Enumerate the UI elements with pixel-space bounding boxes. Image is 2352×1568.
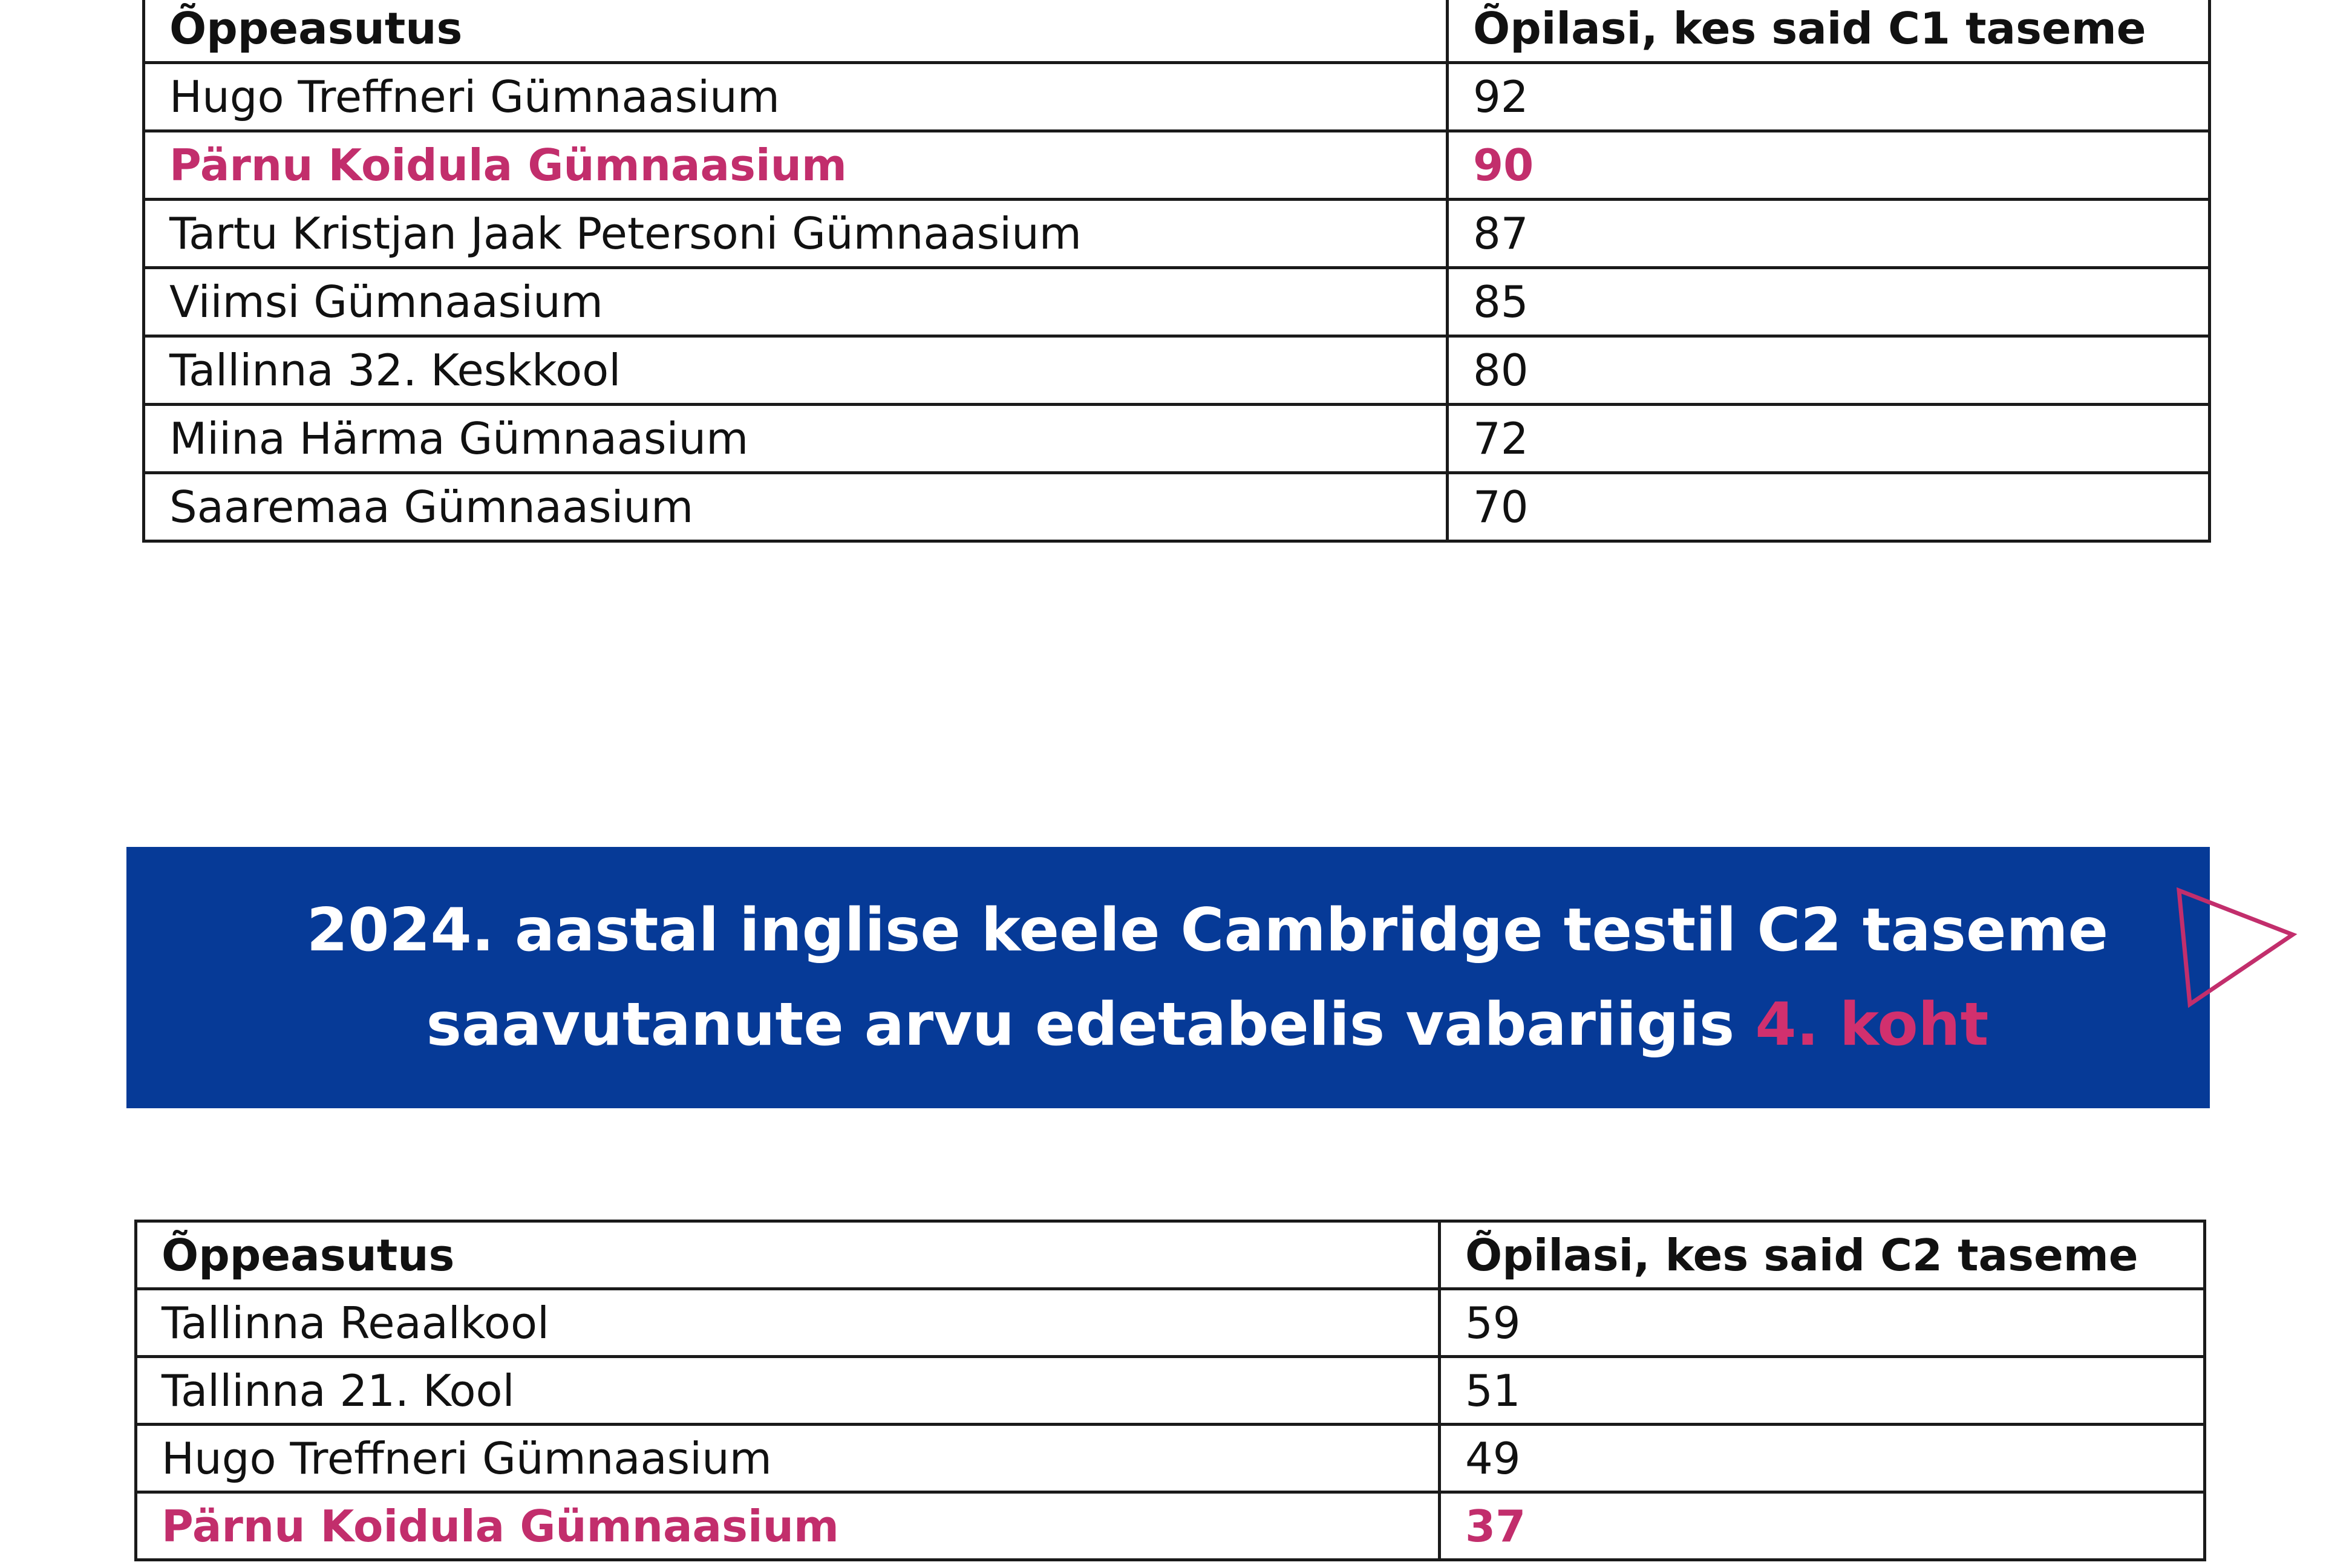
c1-ranking-table	[142, 0, 2211, 543]
school-name: Tallinna 21. Kool	[136, 1357, 1440, 1425]
table-row-highlighted	[136, 1492, 2205, 1560]
table-header-row	[136, 1221, 2205, 1289]
table-row-highlighted	[144, 131, 2210, 200]
table-row	[144, 63, 2210, 131]
school-name: Pärnu Koidula Gümnaasium	[144, 131, 1448, 200]
table-row	[136, 1289, 2205, 1357]
school-name: Viimsi Gümnaasium	[144, 268, 1448, 336]
table-row	[144, 336, 2210, 405]
student-count: 37	[1440, 1492, 2205, 1560]
banner-line1: 2024. aastal inglise keele Cambridge testil C2 taseme	[306, 896, 2109, 965]
school-name: Tallinna Reaalkool	[136, 1289, 1440, 1357]
table-row	[136, 1357, 2205, 1425]
table-header-row	[144, 0, 2210, 63]
student-count: 51	[1440, 1357, 2205, 1425]
header-count: Õpilasi, kes said C1 taseme	[1448, 0, 2210, 63]
school-name: Pärnu Koidula Gümnaasium	[136, 1492, 1440, 1560]
school-name: Tallinna 32. Keskkool	[144, 336, 1448, 405]
c2-ranking-table	[134, 1220, 2206, 1561]
table-row	[144, 405, 2210, 473]
table-row	[136, 1425, 2205, 1492]
student-count: 59	[1440, 1289, 2205, 1357]
student-count: 90	[1448, 131, 2210, 200]
student-count: 85	[1448, 268, 2210, 336]
header-count: Õpilasi, kes said C2 taseme	[1440, 1221, 2205, 1289]
school-name: Tartu Kristjan Jaak Petersoni Gümnaasium	[144, 200, 1448, 268]
header-school: Õppeasutus	[144, 0, 1448, 63]
student-count: 80	[1448, 336, 2210, 405]
student-count: 49	[1440, 1425, 2205, 1492]
table-row	[144, 473, 2210, 541]
school-name: Hugo Treffneri Gümnaasium	[136, 1425, 1440, 1492]
school-name: Saaremaa Gümnaasium	[144, 473, 1448, 541]
banner-text	[300, 883, 2115, 1072]
banner-line2: saavutanute arvu edetabelis vabariigis	[426, 990, 1735, 1059]
ranking-banner	[126, 847, 2210, 1108]
student-count: 87	[1448, 200, 2210, 268]
table-row	[144, 200, 2210, 268]
student-count: 92	[1448, 63, 2210, 131]
school-name: Hugo Treffneri Gümnaasium	[144, 63, 1448, 131]
student-count: 70	[1448, 473, 2210, 541]
header-school: Õppeasutus	[136, 1221, 1440, 1289]
triangle-arrow-right-icon	[2172, 883, 2299, 1010]
banner-highlight: 4. koht	[1755, 990, 1989, 1059]
table-row	[144, 268, 2210, 336]
school-name: Miina Härma Gümnaasium	[144, 405, 1448, 473]
student-count: 72	[1448, 405, 2210, 473]
